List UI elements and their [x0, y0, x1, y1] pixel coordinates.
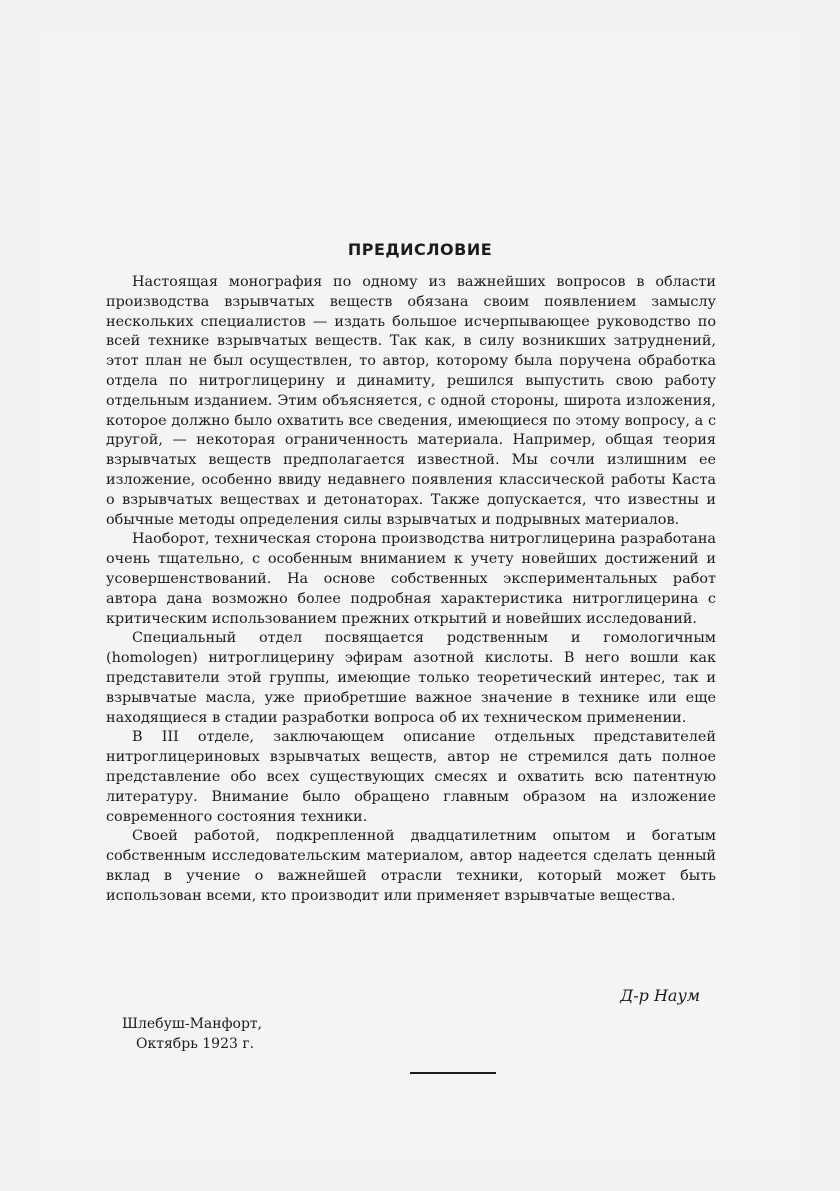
page-title: ПРЕДИСЛОВИЕ [347, 240, 493, 259]
date: Октябрь 1923 г. [136, 1036, 255, 1052]
paragraph: В III отделе, заключающем описание отдельных представителей нитроглицериновых взрывчатых веществ, автор не стремился дать полное представление обо всех существующих смесях и охватить всю патентную литературу. Внимание было обращено главным образом на изложение современного состояния техники. [106, 729, 716, 825]
paragraph: Специальный отдел посвящается родственным и гомологичным (homologen) нитроглицерину эфирам азотной кислоты. В него вошли как представители этой группы, имеющие только теоретический интерес, так и взрывчатые масла, уже приобретшие важное значение в технике или еще находящиеся в стадии разработки вопроса об их техническом применении. [106, 630, 716, 726]
place-and-date [122, 1014, 262, 1054]
paragraph: Своей работой, подкрепленной двадцатилетним опытом и богатым собственным исследовательским материалом, автор надеется сделать ценный вклад в учение о важнейшей отрасли техники, который может быть использован всеми, кто производит или применяет взрывчатые вещества. [106, 828, 716, 904]
closing-rule [410, 1072, 496, 1074]
place: Шлебуш-Манфорт, [122, 1016, 263, 1032]
author-signature: Д-р Наум [620, 986, 700, 1005]
paragraph: Настоящая монография по одному из важнейших вопросов в области производства взрывчатых веществ обязана своим появлением замыслу нескольких специалистов — издать большое исчерпывающее руководство по всей технике взрывчатых веществ. Так как, в силу возникших затруднений, этот план не был осуществлен, то автор, которому была поручена обработка отдела по нитроглицерину и динамиту, решился выпустить свою работу отдельным изданием. Этим объясняется, с одной стороны, широта изложения, которое должно было охватить все сведения, имеющиеся по этому вопросу, а с другой, — некоторая ограниченность материала. Например, общая теория взрывчатых веществ предполагается известной. Мы сочли излишним ее изложение, особенно ввиду недавнего появления классической работы Каста о взрывчатых веществах и детонаторах. Также допускается, что известны и обычные методы определения силы взрывчатых и подрывных материалов. [106, 274, 716, 528]
paragraph: Наоборот, техническая сторона производства нитроглицерина разработана очень тщательно, с особенным вниманием к учету новейших достижений и усовершенствований. На основе собственных экспериментальных работ автора дана возможно более подробная характеристика нитроглицерина с критическим использованием прежних открытий и новейших исследований. [106, 531, 716, 627]
preface-body [106, 273, 716, 907]
